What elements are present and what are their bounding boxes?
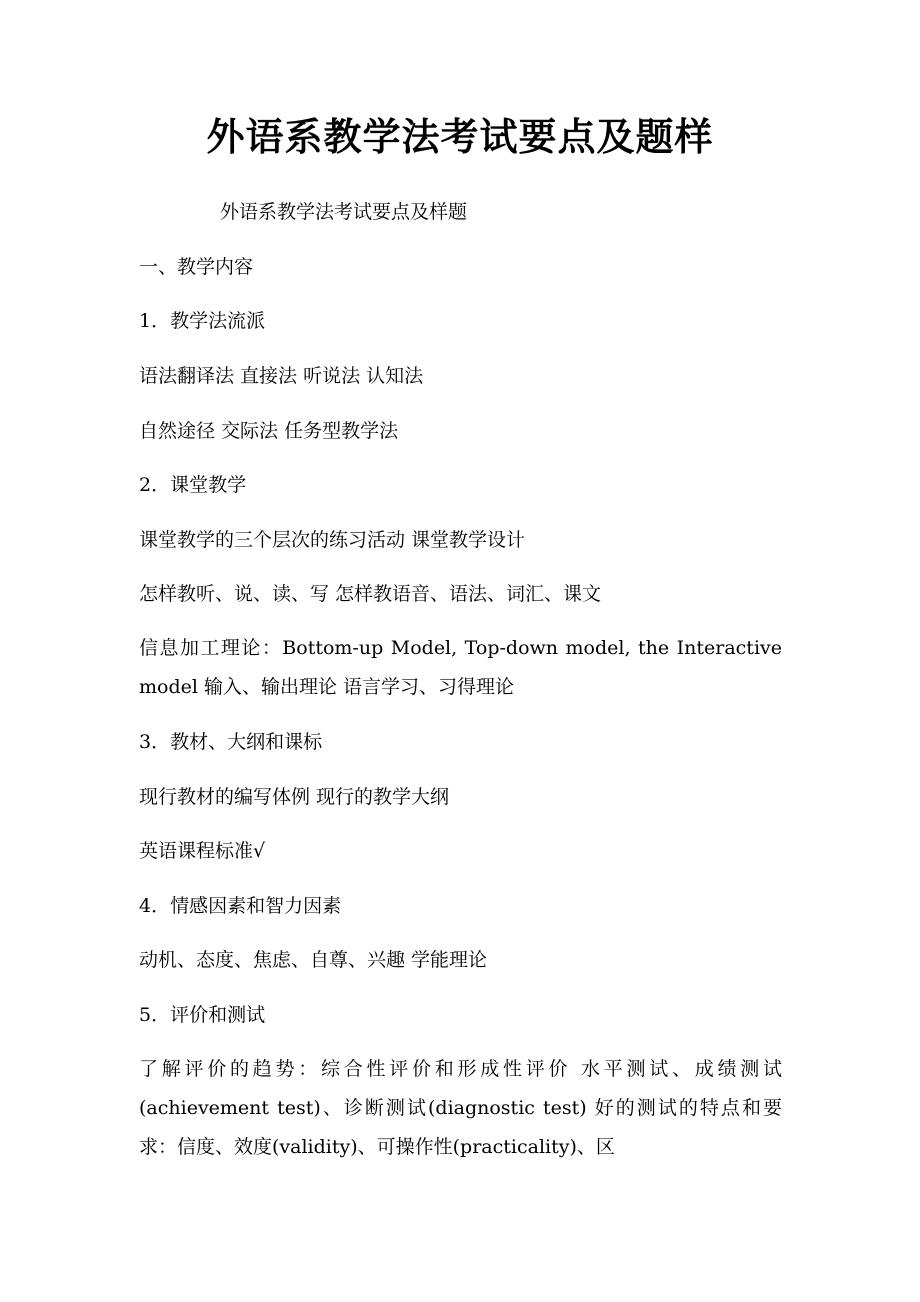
body-line-methods-1: 语法翻译法 直接法 听说法 认知法 bbox=[139, 365, 424, 387]
subsection-heading-materials: 3．教材、大纲和课标 bbox=[139, 731, 323, 753]
document-subtitle: 外语系教学法考试要点及样题 bbox=[220, 201, 468, 223]
body-line-classroom-1: 课堂教学的三个层次的练习活动 课堂教学设计 bbox=[139, 529, 526, 551]
subsection-heading-methods: 1．教学法流派 bbox=[139, 310, 266, 332]
body-line-classroom-2: 怎样教听、说、读、写 怎样教语音、语法、词汇、课文 bbox=[139, 583, 602, 605]
body-line-materials-2: 英语课程标准√ bbox=[139, 840, 266, 862]
section-heading-content: 一、教学内容 bbox=[139, 256, 254, 278]
body-line-methods-2: 自然途径 交际法 任务型教学法 bbox=[139, 420, 399, 442]
subsection-heading-evaluation: 5．评价和测试 bbox=[139, 1004, 266, 1026]
paragraph-info-processing: 信息加工理论：Bottom-up Model, Top-down model, the Interactive model 输入、输出理论 语言学习、习得理论 bbox=[139, 637, 782, 698]
subsection-heading-factors: 4．情感因素和智力因素 bbox=[139, 895, 342, 917]
document-title: 外语系教学法考试要点及题样 bbox=[206, 115, 714, 159]
subsection-heading-classroom: 2．课堂教学 bbox=[139, 474, 247, 496]
paragraph-evaluation: 了解评价的趋势：综合性评价和形成性评价 水平测试、成绩测试(achievement test)、诊断测试(diagnostic test) 好的测试的特点和要求：信度、效度(validity)、可操作性(practicality)、区 bbox=[139, 1058, 782, 1158]
body-line-materials-1: 现行教材的编写体例 现行的教学大纲 bbox=[139, 786, 450, 808]
body-line-factors: 动机、态度、焦虑、自尊、兴趣 学能理论 bbox=[139, 949, 488, 971]
